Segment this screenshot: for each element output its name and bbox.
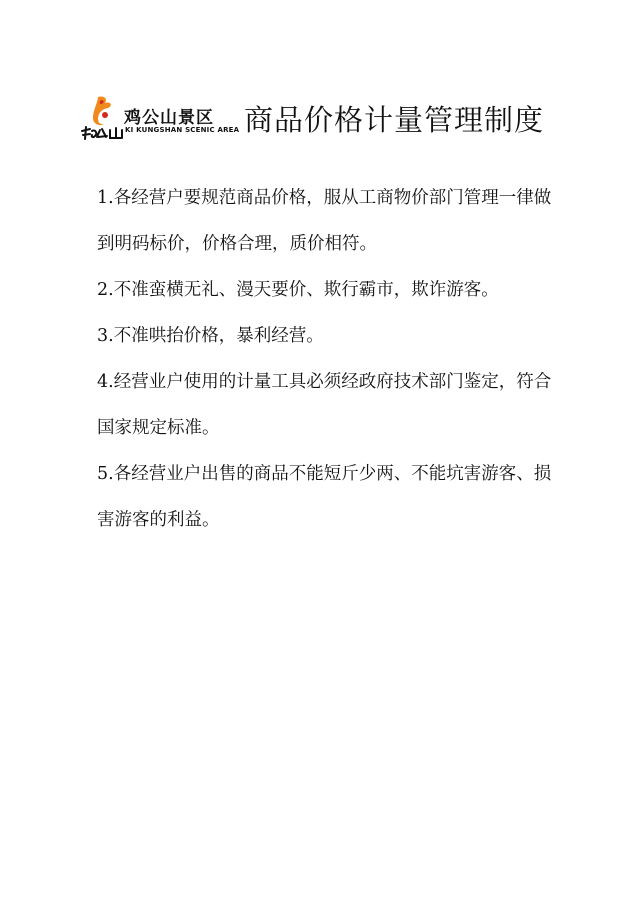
rules-body [97,175,557,543]
rule-item: 5.各经营业户出售的商品不能短斤少两、不能坑害游客、损害游客的利益。 [97,464,552,530]
rule-item: 2.不准蛮横无礼、漫天要价、欺行霸市，欺诈游客。 [97,280,499,300]
rule-item: 3.不准哄抬价格，暴利经营。 [97,326,324,346]
document-header [78,93,558,143]
jigongshan-logo [78,93,126,143]
rule-item: 4.经营业户使用的计量工具必须经政府技术部门鉴定，符合国家规定标准。 [97,372,552,438]
rule-item: 1.各经营户要规范商品价格，服从工商物价部门管理一律做到明码标价，价格合理，质价相符。 [97,188,552,254]
rooster-logo-icon [78,93,126,143]
brand-subtitle: KI KUNGSHAN SCENIC AREA [125,126,240,134]
page-title: 商品价格计量管理制度 [244,103,545,137]
brand-name: 鸡公山景区 [124,108,214,128]
